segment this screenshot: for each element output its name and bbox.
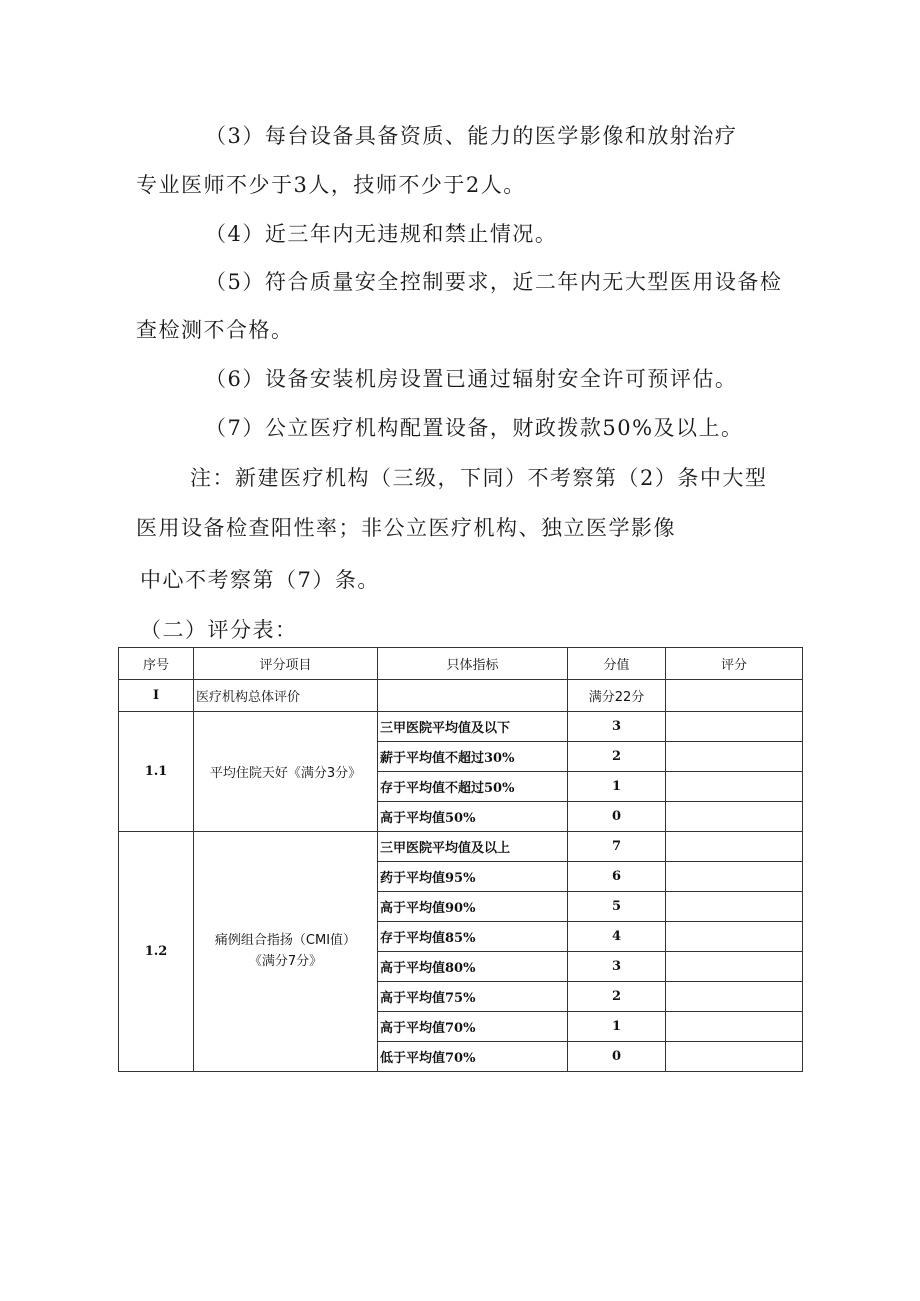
group2-item [194, 832, 378, 1072]
group2-item-line2: 《满分7分》 [248, 953, 323, 969]
group2-score: 3 [568, 952, 666, 982]
row-total-no: I [119, 680, 194, 712]
group2-score: 7 [568, 832, 666, 862]
header-rating: 评分 [666, 648, 803, 680]
group2-rating [666, 832, 803, 862]
group2-score: 0 [568, 1042, 666, 1072]
paragraph-5-line2: 查检测不合格。 [136, 318, 294, 342]
header-indicator: 只体指标 [378, 648, 568, 680]
group1-indicator: 薪于平均值不超过30% [378, 742, 568, 772]
group2-rating [666, 892, 803, 922]
paragraph-3-line2: 专业医师不少于3人，技师不少于2人。 [136, 173, 526, 197]
group2-indicator: 低于平均值70% [378, 1042, 568, 1072]
table-row [119, 832, 803, 862]
group2-indicator: 高于平均值90% [378, 892, 568, 922]
group1-indicator: 存于平均值不超过50% [378, 772, 568, 802]
paragraph-5-line1: （5）符合质量安全控制要求，近二年内无大型医用设备检 [205, 270, 783, 294]
group1-no: 1.1 [119, 712, 194, 832]
group2-score: 6 [568, 862, 666, 892]
group2-rating [666, 862, 803, 892]
group2-rating [666, 1042, 803, 1072]
paragraph-4: （4）近三年内无违规和禁止情况。 [205, 222, 558, 246]
group1-rating [666, 712, 803, 742]
group2-rating [666, 1012, 803, 1042]
group2-rating [666, 982, 803, 1012]
group2-score: 2 [568, 982, 666, 1012]
row-total-score: 满分22分 [568, 680, 666, 712]
group1-score: 0 [568, 802, 666, 832]
group2-indicator: 三甲医院平均值及以上 [378, 832, 568, 862]
paragraph-3-line1: （3）每台设备具备资质、能力的医学影像和放射治疗 [205, 124, 738, 148]
group2-score: 4 [568, 922, 666, 952]
group1-indicator: 三甲医院平均值及以下 [378, 712, 568, 742]
group2-rating [666, 952, 803, 982]
group1-score: 1 [568, 772, 666, 802]
table-header-row [119, 648, 803, 680]
group2-indicator: 药于平均值95% [378, 862, 568, 892]
table-row [119, 712, 803, 742]
note-line1: 注：新建医疗机构（三级，下同）不考察第（2）条中大型 [190, 466, 768, 490]
group2-no: 1.2 [119, 832, 194, 1072]
note-line2: 医用设备检查阳性率；非公立医疗机构、独立医学影像 [136, 516, 676, 540]
row-total-indicator [378, 680, 568, 712]
group1-rating [666, 802, 803, 832]
group2-score: 1 [568, 1012, 666, 1042]
table-row [119, 680, 803, 712]
group1-score: 2 [568, 742, 666, 772]
group2-item-line1: 痛例组合指扬（CMI值） [214, 932, 357, 948]
header-score: 分值 [568, 648, 666, 680]
group2-indicator: 存于平均值85% [378, 922, 568, 952]
row-total-rating [666, 680, 803, 712]
header-no: 序号 [119, 648, 194, 680]
paragraph-7: （7）公立医疗机构配置设备，财政拨款50%及以上。 [205, 416, 744, 440]
section-title: （二）评分表： [140, 618, 298, 642]
group2-indicator: 高于平均值70% [378, 1012, 568, 1042]
group1-rating [666, 772, 803, 802]
row-total-item: 医疗机构总体评价 [194, 680, 378, 712]
paragraph-6: （6）设备安装机房设置已通过辐射安全许可预评估。 [205, 367, 738, 391]
group1-score: 3 [568, 712, 666, 742]
note-line3: 中心不考察第（7）条。 [140, 568, 380, 592]
header-item: 评分项目 [194, 648, 378, 680]
score-table [118, 647, 803, 1072]
group1-indicator: 高于平均值50% [378, 802, 568, 832]
group2-score: 5 [568, 892, 666, 922]
group2-rating [666, 922, 803, 952]
group1-rating [666, 742, 803, 772]
group1-item: 平均住院天好《满分3分》 [194, 712, 378, 832]
group2-indicator: 高于平均值80% [378, 952, 568, 982]
group2-indicator: 高于平均值75% [378, 982, 568, 1012]
